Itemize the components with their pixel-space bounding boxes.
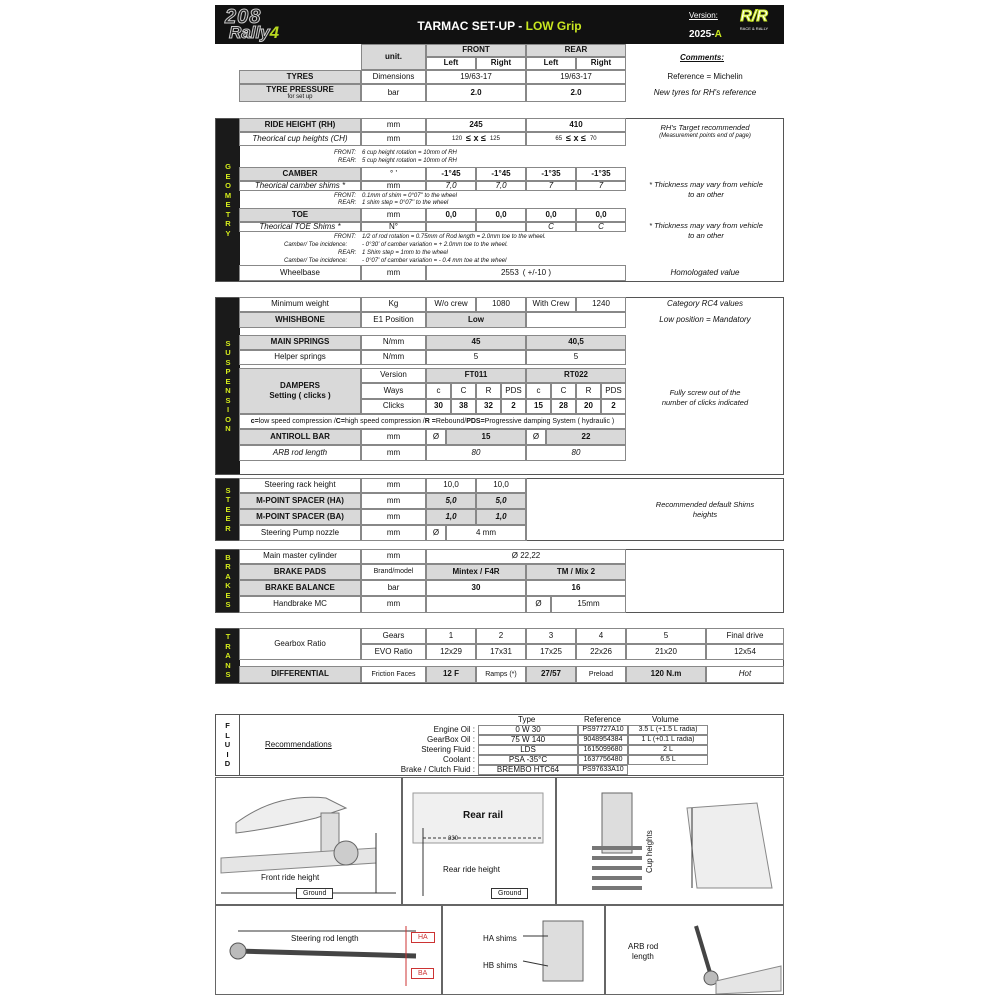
arb-rod-caption-2: length	[632, 952, 654, 961]
master-unit: mm	[361, 549, 426, 564]
springs-unit: N/mm	[361, 335, 426, 350]
fluid-type-4: BREMBO HTC64	[478, 765, 578, 775]
dampers-version-unit: Version	[361, 368, 426, 383]
rack-label: Steering rack height	[239, 478, 361, 493]
dampers-clicks-unit: Clicks	[361, 399, 426, 414]
steering-rod-drawing	[216, 906, 442, 995]
springs-rear: 40,5	[526, 335, 626, 350]
camber-shims-unit: mm	[361, 181, 426, 191]
fluid-vol-3: 6.5 L	[628, 755, 708, 765]
clicks-r-0: 15	[526, 399, 551, 414]
gear-val-5: 21x20	[626, 644, 706, 660]
tyres-label: TYRES	[239, 70, 361, 84]
camber-comment: * Thickness may vary from vehicle to an other	[649, 180, 763, 199]
fluid-type-3: PSA -35°C	[478, 755, 578, 765]
suspension-side-label: S U S P E N S I O N	[216, 298, 240, 474]
tyres-unit: Dimensions	[361, 70, 426, 84]
rear-rail-caption: Rear rail	[463, 810, 504, 821]
ha-spacer-a: 5,0	[426, 493, 476, 509]
diff-ff: Friction Faces	[361, 666, 426, 683]
tyres-front: 19/63-17	[426, 70, 526, 84]
clicks-f-0: 30	[426, 399, 451, 414]
diff-preload: Preload	[576, 666, 626, 683]
gear-col-5: 5	[626, 628, 706, 644]
comments-header: Comments:	[680, 53, 725, 62]
toe-shims-rl: C	[526, 222, 576, 232]
diff-label: DIFFERENTIAL	[239, 666, 361, 683]
front-header: FRONT	[426, 44, 526, 57]
arb-rod-caption: ARB rod	[628, 942, 659, 951]
gear-val-final: 12x54	[706, 644, 784, 660]
ways-r-3: PDS	[601, 383, 626, 399]
toe-fl: 0,0	[426, 208, 476, 222]
camber-fl: -1°45	[426, 167, 476, 181]
ways-r-0: c	[526, 383, 551, 399]
fluid-vol-0: 3.5 L (+1.5 L radia)	[628, 725, 708, 735]
fluid-type-0: 0 W 30	[478, 725, 578, 735]
front-ride-height-photo	[215, 777, 402, 905]
rail-number: 330	[448, 836, 459, 842]
nozzle-sym: Ø	[426, 525, 446, 541]
fluid-type-header: Type	[518, 715, 536, 724]
steering-rod-caption: Steering rod length	[291, 934, 359, 943]
helper-rear: 5	[526, 350, 626, 365]
helper-front: 5	[426, 350, 526, 365]
ways-r-1: C	[551, 383, 576, 399]
toe-note1: 1/2 of rod rotation = 0.75mm of Rod length = 2.0mm toe to the wheel.	[362, 234, 546, 240]
ha-label: HA	[411, 932, 435, 943]
gear-col-final: Final drive	[706, 628, 784, 644]
cup-note-front: 6 cup height rotation = 10mm of RH	[362, 150, 457, 156]
fluid-name-4: Brake / Clutch Fluid :	[400, 765, 475, 774]
handbrake-sym: Ø	[526, 596, 551, 613]
arb-rear: 22	[546, 429, 626, 445]
nozzle-label: Steering Pump nozzle	[239, 525, 361, 541]
hb-shims-caption: HB shims	[483, 961, 518, 970]
wishbone-label: WHISHBONE	[239, 312, 361, 328]
toe-shims-fl	[426, 222, 476, 232]
toe-note4: - 0°07' of camber variation = - 0.4 mm toe at the wheel	[362, 258, 507, 264]
camber-note-rear: 1 shim step = 0°07'' to the wheel	[362, 200, 449, 206]
brakes-side-label: B R A K E S	[216, 550, 240, 612]
diff-ramps-value: 27/57	[526, 666, 576, 683]
toe-shims-label: Theorical TOE Shims *	[239, 222, 361, 232]
fluid-ref-3: 1637756480	[578, 755, 628, 765]
rear-header: REAR	[526, 44, 626, 57]
pressure-front: 2.0	[426, 84, 526, 102]
pressure-rear: 2.0	[526, 84, 626, 102]
handbrake-empty	[426, 596, 526, 613]
ways-f-3: PDS	[501, 383, 526, 399]
clicks-f-3: 2	[501, 399, 526, 414]
ba-spacer-a: 1,0	[426, 509, 476, 525]
logo-rally: Rally4	[229, 23, 280, 42]
ground-label-front: Ground	[296, 888, 333, 899]
front-ride-height-caption: Front ride height	[261, 873, 320, 882]
geometry-side-label: G E O M E T R Y	[216, 119, 240, 281]
pressure-label: TYRE PRESSURE for set up	[239, 84, 361, 102]
master-label: Main master cylinder	[239, 549, 361, 564]
gear-val-4: 22x26	[576, 644, 626, 660]
camber-note-front: 0.1mm of shim = 0°07'' to the wheel	[362, 193, 457, 199]
trans-side-label: T R A N S	[216, 629, 240, 683]
camber-rr: -1°35	[576, 167, 626, 181]
clicks-f-2: 32	[476, 399, 501, 414]
wishbone-comment: Low position = Mandatory	[659, 314, 751, 324]
steer-comment-divider	[526, 478, 527, 541]
front-suspension-drawing	[216, 778, 402, 905]
fluid-ref-4: PS97633A10	[578, 765, 628, 775]
tyres-comment: Reference = Michelin	[667, 71, 743, 81]
ride-height-front: 245	[426, 118, 526, 132]
toe-rl: 0,0	[526, 208, 576, 222]
version-value: 2025-A	[689, 29, 722, 40]
balance-label: BRAKE BALANCE	[239, 580, 361, 596]
arb-len-unit: mm	[361, 445, 426, 461]
toe-unit: mm	[361, 208, 426, 222]
pads-label: BRAKE PADS	[239, 564, 361, 580]
header-bar	[215, 5, 784, 44]
toe-note3-label: REAR:	[338, 250, 357, 256]
weight-label: Minimum weight	[239, 297, 361, 312]
page-title: TARMAC SET-UP - LOW Grip	[417, 19, 582, 33]
ride-height-label: RIDE HEIGHT (RH)	[239, 118, 361, 132]
toe-rr: 0,0	[576, 208, 626, 222]
fluid-vol-header: Volume	[652, 715, 679, 724]
toe-note1-label: FRONT:	[334, 234, 356, 240]
wheelbase-unit: mm	[361, 265, 426, 281]
pads-unit: Brand/model	[361, 564, 426, 580]
wishbone-unit: E1 Position	[361, 312, 426, 328]
ways-f-1: C	[451, 383, 476, 399]
camber-shims-fr: 7,0	[476, 181, 526, 191]
balance-unit: bar	[361, 580, 426, 596]
ways-r-2: R	[576, 383, 601, 399]
weight-unit: Kg	[361, 297, 426, 312]
ride-height-rear: 410	[526, 118, 626, 132]
fluid-vol-1: 1 L (+0.1 L radia)	[628, 735, 708, 745]
cup-note-front-label: FRONT:	[334, 150, 356, 156]
pressure-comment: New tyres for RH's reference	[653, 87, 757, 97]
fluid-ref-2: 1615099680	[578, 745, 628, 755]
toe-note2: - 0°30' of camber variation = + 2.0mm toe to the wheel.	[362, 242, 508, 248]
gear-col-2: 2	[476, 628, 526, 644]
clicks-r-2: 20	[576, 399, 601, 414]
diff-ff-value: 12 F	[426, 666, 476, 683]
ways-f-0: c	[426, 383, 451, 399]
cup-height-label: Theorical cup heights (CH)	[239, 132, 361, 146]
toe-shims-unit: N°	[361, 222, 426, 232]
wishbone-empty	[526, 312, 626, 328]
rack-unit: mm	[361, 478, 426, 493]
fluid-ref-1: 9048954384	[578, 735, 628, 745]
ba-spacer-unit: mm	[361, 509, 426, 525]
toe-comment: * Thickness may vary from vehicle to an other	[649, 221, 763, 240]
toe-note2-label: Camber/ Toe incidence:	[284, 242, 348, 248]
fluid-type-2: LDS	[478, 745, 578, 755]
arb-front: 15	[446, 429, 526, 445]
toe-note3: 1 Shim step = 1mm to the wheel	[362, 250, 448, 256]
rh-comment: RH's Target recommended (Measurement points end of page)	[659, 123, 751, 139]
ha-shims-caption: HA shims	[483, 934, 517, 943]
wishbone-value: Low	[426, 312, 526, 328]
weight-wo-value: 1080	[476, 297, 526, 312]
arb-label: ANTIROLL BAR	[239, 429, 361, 445]
dampers-ways-unit: Ways	[361, 383, 426, 399]
version-label: Version:	[689, 11, 718, 20]
springs-front: 45	[426, 335, 526, 350]
ha-spacer-unit: mm	[361, 493, 426, 509]
dampers-rear-version: RT022	[526, 368, 626, 383]
camber-fr: -1°45	[476, 167, 526, 181]
camber-unit: ° '	[361, 167, 426, 181]
evo-header: EVO Ratio	[361, 644, 426, 660]
arb-len-label: ARB rod length	[239, 445, 361, 461]
toe-note4-label: Camber/ Toe incidence:	[284, 258, 348, 264]
fluid-ref-0: PS97727A10	[578, 725, 628, 735]
fluid-name-2: Steering Fluid :	[421, 745, 475, 754]
ba-label: BA	[411, 968, 434, 979]
dampers-legend: c= low speed compression / C= high speed compression / R = Rebound/ PDS= Progressive damping System ( hydraulic )	[239, 414, 626, 429]
arb-rear-sym: Ø	[526, 429, 546, 445]
springs-label: MAIN SPRINGS	[239, 335, 361, 350]
front-right-header: Right	[476, 57, 526, 70]
dampers-front-version: FT011	[426, 368, 526, 383]
dampers-label: DAMPERS Setting ( clicks )	[239, 368, 361, 414]
ground-label-rear: Ground	[491, 888, 528, 899]
shims-drawing	[443, 906, 605, 995]
cup-heights-photo	[556, 777, 784, 905]
ha-spacer-label: M-POINT SPACER (HA)	[239, 493, 361, 509]
pressure-unit: bar	[361, 84, 426, 102]
ha-spacer-b: 5,0	[476, 493, 526, 509]
steering-rod-photo	[215, 905, 442, 995]
logo-208: 208	[225, 6, 262, 28]
wheelbase-label: Wheelbase	[239, 265, 361, 281]
gear-col-1: 1	[426, 628, 476, 644]
camber-rl: -1°35	[526, 167, 576, 181]
rack-a: 10,0	[426, 478, 476, 493]
fluid-name-3: Coolant :	[442, 755, 475, 764]
fluid-name-1: GearBox Oil :	[426, 735, 475, 744]
cup-height-rear: 65 ≤ x ≤ 70	[526, 132, 626, 146]
front-left-header: Left	[426, 57, 476, 70]
diff-ramps: Ramps (*)	[476, 666, 526, 683]
clicks-f-1: 38	[451, 399, 476, 414]
gear-val-2: 17x31	[476, 644, 526, 660]
arb-len-front: 80	[426, 445, 526, 461]
camber-note-front-label: FRONT:	[334, 193, 356, 199]
cup-heights-caption: Cup heights	[645, 830, 654, 873]
weight-with-value: 1240	[576, 297, 626, 312]
weight-wo-label: W/o crew	[426, 297, 476, 312]
arb-unit: mm	[361, 429, 426, 445]
diff-hot: Hot	[706, 666, 784, 683]
nozzle-unit: mm	[361, 525, 426, 541]
unit-header: unit.	[361, 44, 426, 70]
weight-comment: Category RC4 values	[666, 299, 744, 309]
toe-fr: 0,0	[476, 208, 526, 222]
balance-front: 30	[426, 580, 526, 596]
toe-shims-fr	[476, 222, 526, 232]
pads-rear: TM / Mix 2	[526, 564, 626, 580]
arb-rod-photo	[605, 905, 784, 995]
steer-side-label: S T E E R	[216, 479, 240, 540]
gear-col-3: 3	[526, 628, 576, 644]
rear-right-header: Right	[576, 57, 626, 70]
cup-height-front: 120 ≤ x ≤ 125	[426, 132, 526, 146]
gear-col-4: 4	[576, 628, 626, 644]
rack-b: 10,0	[476, 478, 526, 493]
fluid-name-0: Engine Oil :	[433, 725, 475, 734]
ways-f-2: R	[476, 383, 501, 399]
race-rally-badge: R/R RACE & RALLY	[739, 8, 769, 31]
handbrake-value: 15mm	[551, 596, 626, 613]
rear-ride-height-caption: Rear ride height	[443, 865, 500, 874]
fluid-title: Recommendations	[265, 740, 332, 749]
nozzle-value: 4 mm	[446, 525, 526, 541]
wheelbase-comment: Homologated value	[670, 267, 740, 277]
gear-val-1: 12x29	[426, 644, 476, 660]
damper-drawing	[557, 778, 784, 905]
gear-val-3: 17x25	[526, 644, 576, 660]
toe-label: TOE	[239, 208, 361, 222]
rear-left-header: Left	[526, 57, 576, 70]
camber-shims-rl: 7	[526, 181, 576, 191]
diff-preload-value: 120 N.m	[626, 666, 706, 683]
cup-height-unit: mm	[361, 132, 426, 146]
cup-note-rear-label: REAR:	[338, 158, 357, 164]
handbrake-unit: mm	[361, 596, 426, 613]
tyres-rear: 19/63-17	[526, 70, 626, 84]
master-value: Ø 22,22	[426, 549, 626, 564]
rear-ride-height-photo	[402, 777, 556, 905]
gears-header: Gears	[361, 628, 426, 644]
clicks-r-3: 2	[601, 399, 626, 414]
ride-height-unit: mm	[361, 118, 426, 132]
camber-shims-label: Theorical camber shims *	[239, 181, 361, 191]
steer-comment: Recommended default Shims heights	[655, 500, 755, 519]
ba-spacer-b: 1,0	[476, 509, 526, 525]
fluid-ref-header: Reference	[584, 715, 621, 724]
cup-note-rear: 5 cup height rotation = 10mm of RH	[362, 158, 457, 164]
wheelbase-value: 2553 ( +/-10 )	[426, 265, 626, 281]
arb-len-rear: 80	[526, 445, 626, 461]
weight-with-label: With Crew	[526, 297, 576, 312]
shims-photo	[442, 905, 605, 995]
clicks-r-1: 28	[551, 399, 576, 414]
rear-rail-drawing	[403, 778, 556, 905]
toe-shims-rr: C	[576, 222, 626, 232]
gearbox-label: Gearbox Ratio	[239, 628, 361, 660]
pads-front: Mintex / F4R	[426, 564, 526, 580]
ba-spacer-label: M-POINT SPACER (BA)	[239, 509, 361, 525]
fluid-side-label: F L U I D	[216, 715, 240, 775]
camber-note-rear-label: REAR:	[338, 200, 357, 206]
fluid-vol-2: 2 L	[628, 745, 708, 755]
camber-label: CAMBER	[239, 167, 361, 181]
balance-rear: 16	[526, 580, 626, 596]
handbrake-label: Handbrake MC	[239, 596, 361, 613]
fluid-type-1: 75 W 140	[478, 735, 578, 745]
camber-shims-rr: 7	[576, 181, 626, 191]
helper-unit: N/mm	[361, 350, 426, 365]
arb-front-sym: Ø	[426, 429, 446, 445]
camber-shims-fl: 7,0	[426, 181, 476, 191]
helper-label: Helper springs	[239, 350, 361, 365]
dampers-comment: Fully screw out of the number of clicks indicated	[661, 388, 749, 407]
